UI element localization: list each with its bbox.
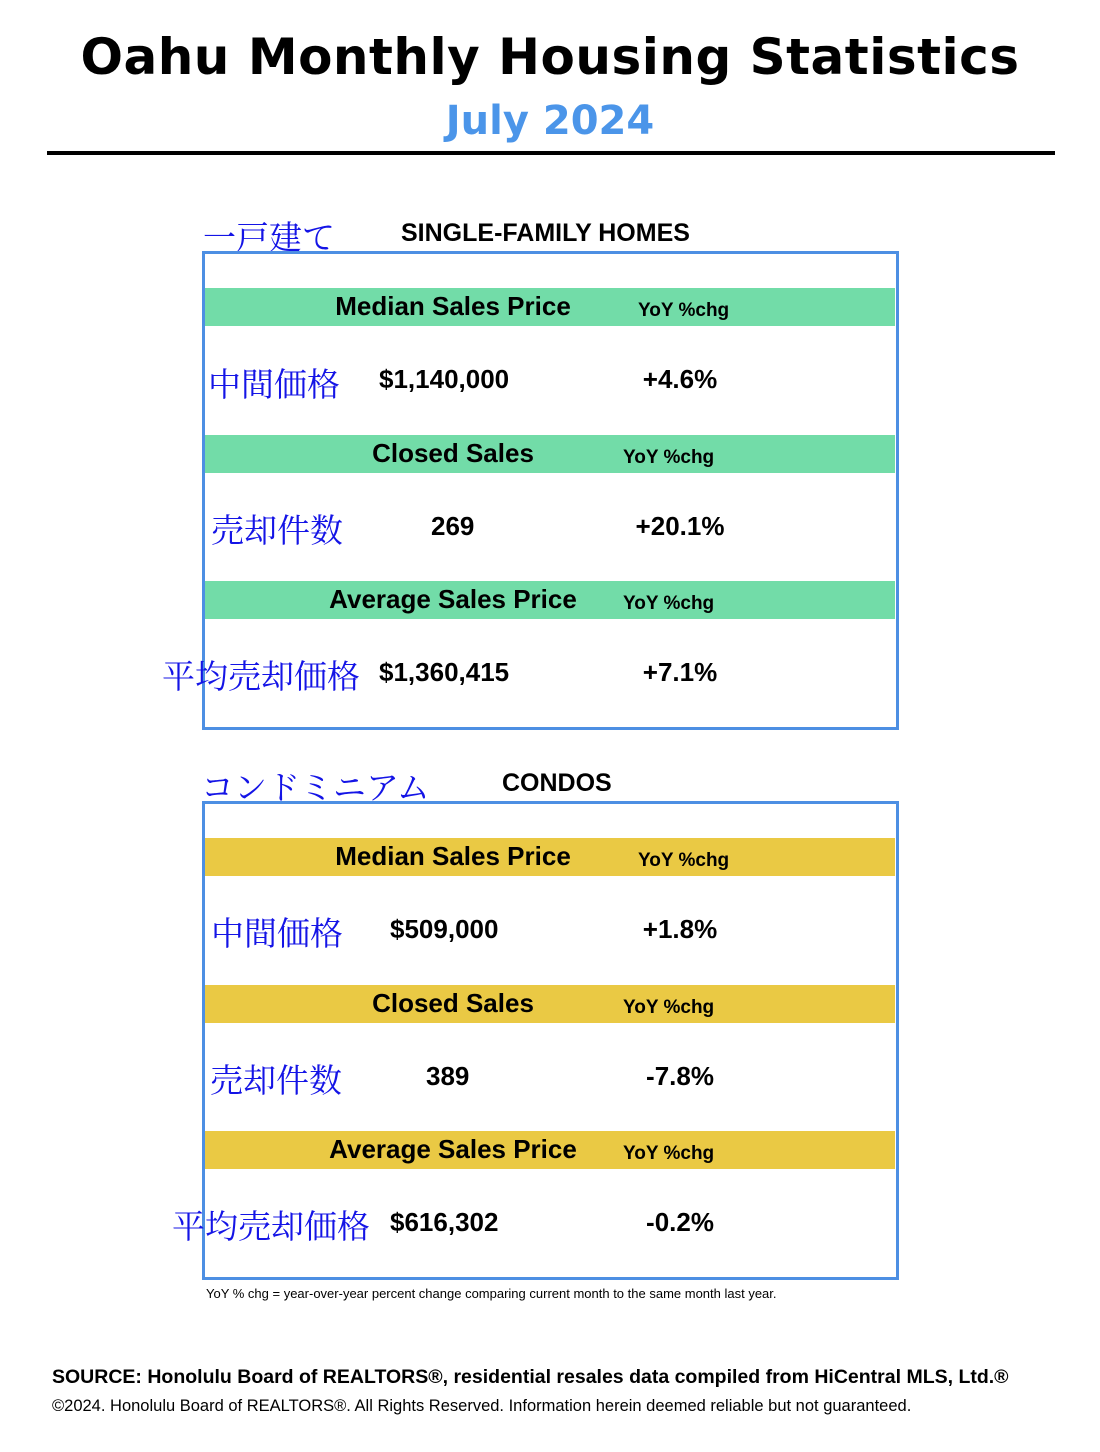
condos-median-value: $509,000 (390, 914, 499, 944)
condos-average-yoy: -0.2% (646, 1207, 714, 1237)
single-family-median-value: $1,140,000 (379, 364, 510, 394)
single-family-median-jp-label: 中間価格 (208, 365, 340, 404)
single-family-jp-heading: 一戸建て (203, 218, 335, 257)
single-family-closed-value: 269 (431, 511, 475, 541)
condos-heading: CONDOS (502, 769, 612, 797)
band-label: Closed Sales (372, 988, 534, 1018)
single-family-closed-band (205, 435, 895, 473)
condos-median-band (205, 838, 895, 876)
band-label: Closed Sales (372, 438, 534, 468)
condos-median-jp-label: 中間価格 (211, 914, 343, 953)
condos-average-value: $616,302 (390, 1207, 499, 1237)
condos-closed-yoy: -7.8% (646, 1061, 714, 1091)
band-yoy-label: YoY %chg (623, 997, 715, 1018)
condos-closed-band (205, 985, 895, 1023)
single-family-median-yoy: +4.6% (642, 364, 718, 394)
condos-closed-jp-label: 売却件数 (210, 1061, 342, 1100)
single-family-closed-jp-label: 売却件数 (211, 511, 343, 550)
yoy-footnote: YoY % chg = year-over-year percent change comparing current month to the same month last year. (206, 1286, 777, 1301)
condos-median-yoy: +1.8% (642, 914, 718, 944)
condos-closed-value: 389 (426, 1061, 470, 1091)
page-subtitle: July 2024 (445, 98, 655, 144)
band-yoy-label: YoY %chg (623, 447, 715, 468)
band-label: Average Sales Price (329, 584, 577, 614)
band-label: Median Sales Price (335, 291, 571, 321)
band-yoy-label: YoY %chg (638, 850, 730, 871)
band-yoy-label: YoY %chg (623, 593, 715, 614)
band-label: Median Sales Price (335, 841, 571, 871)
condos-average-band (205, 1131, 895, 1169)
single-family-closed-yoy: +20.1% (635, 511, 725, 541)
band-yoy-label: YoY %chg (638, 300, 730, 321)
band-yoy-label: YoY %chg (623, 1143, 715, 1164)
header-divider (47, 151, 1055, 155)
condos-average-jp-label: 平均売却価格 (172, 1207, 370, 1246)
single-family-average-jp-label: 平均売却価格 (162, 657, 360, 696)
source-line: SOURCE: Honolulu Board of REALTORS®, residential resales data compiled from HiCentral MLS, Ltd.® (52, 1366, 1009, 1388)
condos-jp-heading: コンドミニアム (201, 768, 430, 807)
single-family-average-value: $1,360,415 (379, 657, 510, 687)
single-family-heading: SINGLE-FAMILY HOMES (401, 219, 690, 247)
single-family-median-band (205, 288, 895, 326)
band-label: Average Sales Price (329, 1134, 577, 1164)
single-family-average-band (205, 581, 895, 619)
single-family-average-yoy: +7.1% (642, 657, 718, 687)
copyright-line: ©2024. Honolulu Board of REALTORS®. All Rights Reserved. Information herein deemed reliable but not guaranteed. (52, 1397, 912, 1415)
page-title: Oahu Monthly Housing Statistics (80, 28, 1020, 86)
